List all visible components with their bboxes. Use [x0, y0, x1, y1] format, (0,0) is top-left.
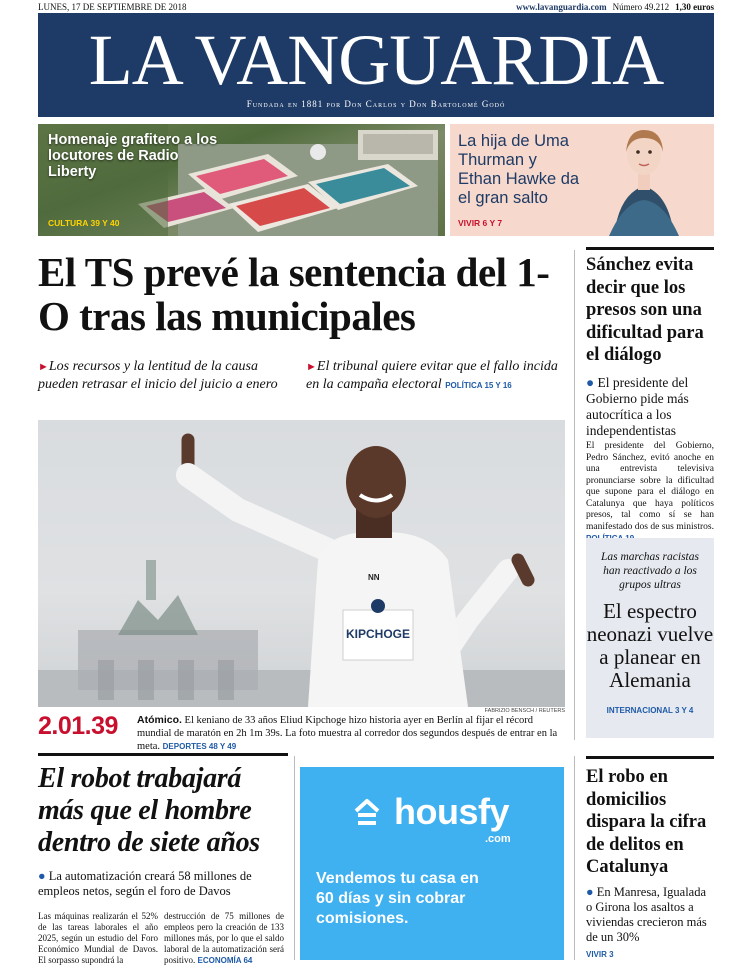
- bib-name: KIPCHOGE: [345, 627, 411, 641]
- portrait-photo: [574, 124, 714, 236]
- promo-celebrity-headline: La hija de Uma Thurman y Ethan Hawke da el gran salto: [458, 132, 580, 207]
- main-story-ref[interactable]: POLÍTICA 15 Y 16: [445, 381, 512, 390]
- sanchez-sub: [586, 375, 714, 439]
- photo-caption: [137, 714, 565, 753]
- promo-graffiti-headline: Homenaje grafitero a los locutores de Radio Liberty: [48, 132, 218, 180]
- robo-ref[interactable]: VIVIR 3: [586, 950, 614, 959]
- deck-right: [306, 358, 568, 394]
- deck-left-text: Los recursos y la lentitud de la causa pueden retrasar el inicio del juicio a enero: [38, 359, 278, 392]
- price: 1,30 euros: [675, 2, 714, 12]
- promo-celebrity-section[interactable]: VIVIR 6 Y 7: [458, 218, 503, 228]
- issue-date: LUNES, 17 DE SEPTIEMBRE DE 2018: [38, 2, 187, 12]
- robot-col-2-text: destrucción de 75 millones de empleos pero la creación de 133 millones más, por lo que el saldo laboral de la automatización será positivo.: [164, 911, 284, 965]
- triangle-icon: ►: [38, 361, 49, 373]
- divider: [586, 756, 714, 759]
- housfy-logo: [348, 791, 509, 833]
- neonazi-headline: El espectro neonazi vuelve a planear en Alemania: [586, 599, 714, 692]
- deck-left: [38, 358, 300, 393]
- divider: [294, 756, 295, 960]
- sanchez-sub-text: El presidente del Gobierno pide más autocrítica a los independentistas: [586, 375, 689, 438]
- neonazi-box[interactable]: [586, 538, 714, 738]
- caption-lead: Atómico.: [137, 714, 182, 726]
- robot-col-1: Las máquinas realizarán el 52% de las tareas laborales el año 2025, según un estudio del Foro Económico Mundial de Davos. El sorpasso supondrá la: [38, 911, 158, 965]
- masthead: [38, 13, 714, 117]
- deck-right-text: El tribunal quiere evitar que el fallo incida en la campaña electoral: [306, 359, 558, 392]
- housfy-logo-icon: [348, 793, 386, 831]
- promo-graffiti-section[interactable]: CULTURA 39 Y 40: [48, 218, 120, 228]
- main-headline[interactable]: El TS prevé la sentencia del 1-O tras las municipales: [38, 249, 550, 339]
- sanchez-body: [586, 441, 714, 546]
- sponsor-logo: NN: [368, 573, 380, 582]
- runner-illustration: [38, 420, 565, 707]
- bullet-icon: ●: [38, 869, 46, 883]
- housfy-domain: .com: [485, 833, 511, 845]
- issue-number: Número 49.212: [612, 2, 670, 12]
- divider: [586, 247, 714, 250]
- housfy-brand: housfy: [394, 791, 510, 832]
- caption-text: El keniano de 33 años Eliud Kipchoge hizo historia ayer en Berlín al fijar el récord mundial de maratón en 2h 1m 39s. La foto muestra al corredor dos segundos después de entrar en la meta.: [137, 715, 558, 752]
- robo-sub-text: En Manresa, Igualada o Girona los asaltos a viviendas crecieron más de un 30%: [586, 885, 707, 944]
- caption-ref[interactable]: DEPORTES 48 Y 49: [162, 742, 237, 751]
- sanchez-body-text: El presidente del Gobierno, Pedro Sánchez, evitó anoche en una entrevista televisiva pronunciarse sobre la dificultad que supone para el diálogo en Catalunya que haya políticos presos, tal como sí se han manifestado dos de sus ministros.: [586, 441, 714, 532]
- robot-headline[interactable]: El robot trabajará más que el hombre dentro de siete años: [38, 763, 260, 858]
- housfy-ad[interactable]: [300, 767, 564, 960]
- robot-sub-text: La automatización creará 58 millones de empleos netos, según el foro de Davos: [38, 869, 252, 898]
- sanchez-headline[interactable]: Sánchez evita decir que los presos son una dificultad para el diálogo: [586, 255, 704, 365]
- robo-sub: [586, 885, 714, 945]
- neonazi-kicker: Las marchas racistas han reactivado a los grupos ultras: [601, 551, 699, 591]
- triangle-icon: ►: [306, 361, 317, 373]
- photo-credit: FABRIZIO BENSCH / REUTERS: [484, 708, 565, 714]
- founded-line: Fundada en 1881 por Don Carlos y Don Bartolomé Godó: [246, 99, 506, 109]
- robot-col-2: [164, 911, 284, 966]
- record-time: 2.01.39: [38, 712, 118, 740]
- neonazi-section[interactable]: INTERNACIONAL 3 Y 4: [606, 706, 694, 715]
- divider: [574, 756, 575, 960]
- kipchoge-photo[interactable]: [38, 420, 565, 707]
- bullet-icon: ●: [586, 375, 595, 390]
- robo-headline[interactable]: El robo en domicilios dispara la cifra de delitos en Catalunya: [586, 767, 707, 877]
- divider: [38, 753, 288, 756]
- housfy-copy: Vendemos tu casa en 60 días y sin cobrar comisiones.: [316, 870, 479, 927]
- divider: [574, 250, 575, 740]
- website-link[interactable]: www.lavanguardia.com: [516, 2, 607, 12]
- promo-graffiti[interactable]: [38, 124, 445, 236]
- bullet-icon: ●: [586, 885, 594, 899]
- newspaper-name: LA VANGUARDIA: [88, 20, 664, 100]
- robot-sub: [38, 869, 288, 899]
- robot-ref[interactable]: ECONOMÍA 64: [197, 956, 253, 965]
- promo-celebrity[interactable]: [450, 124, 714, 236]
